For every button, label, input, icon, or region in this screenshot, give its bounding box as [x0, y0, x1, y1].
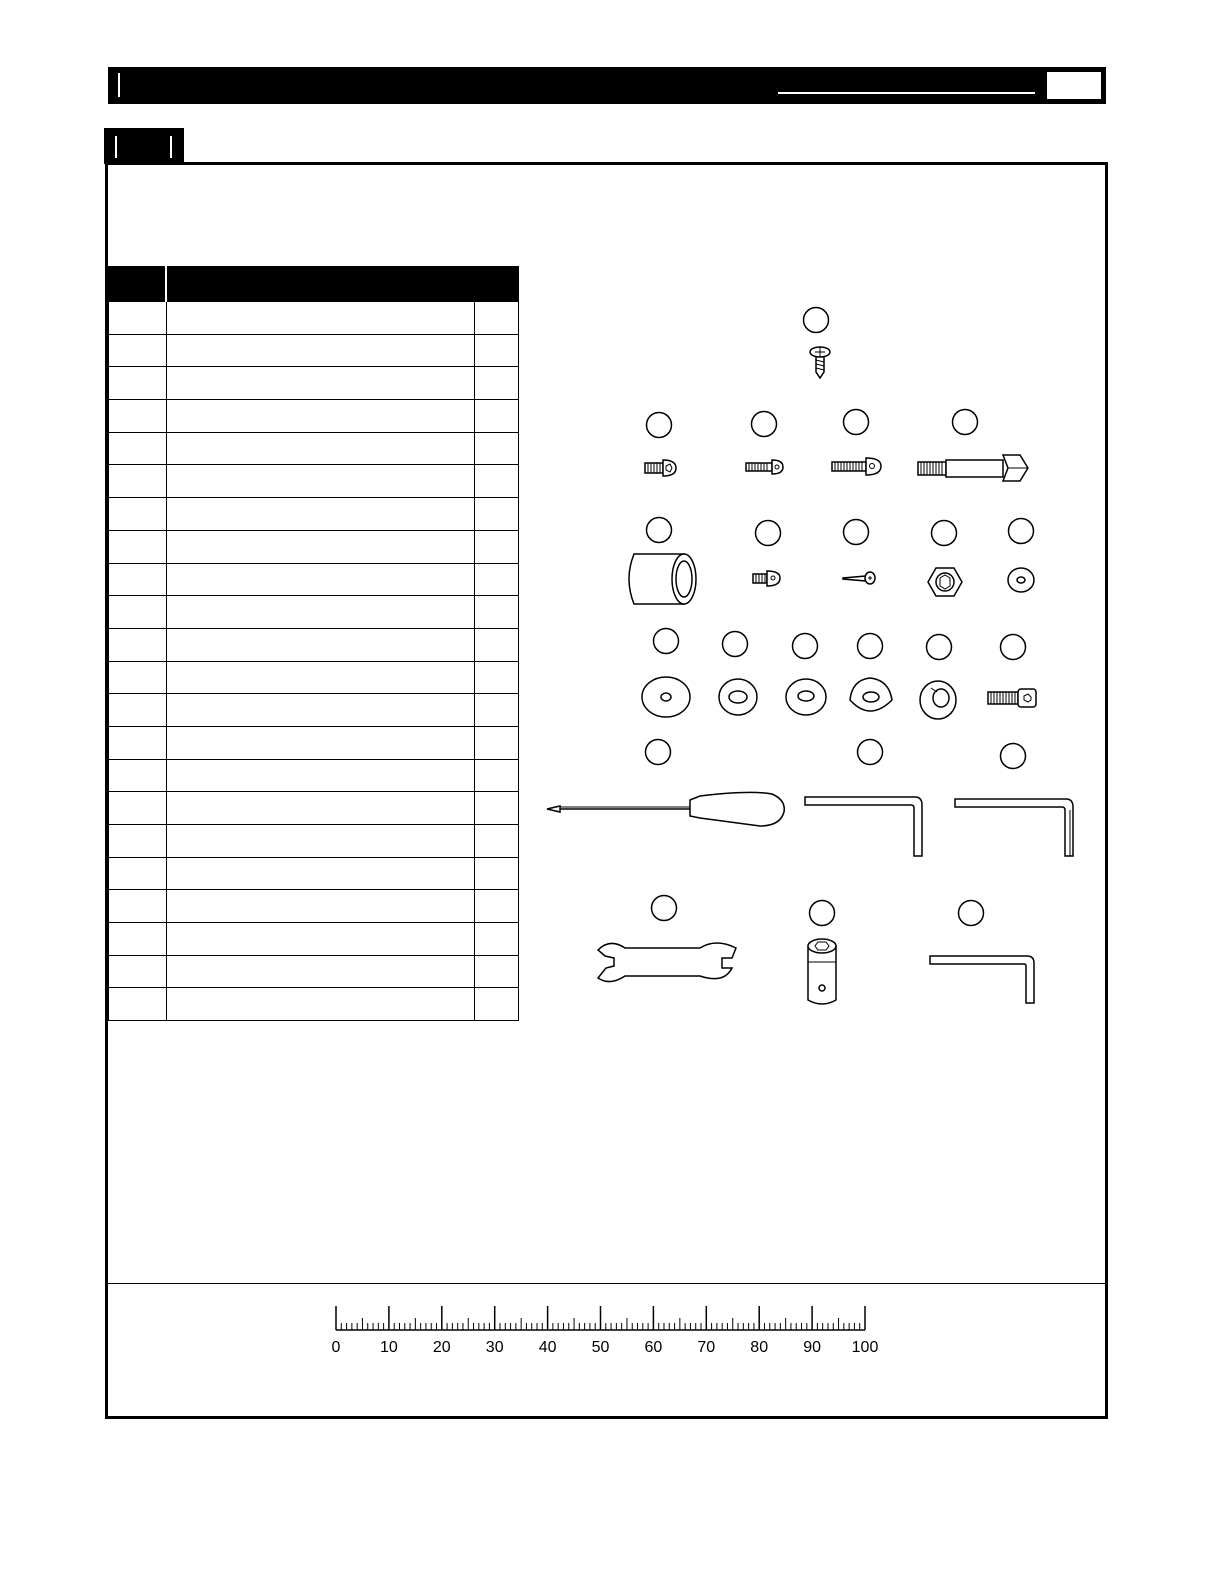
part-description-cell: [166, 857, 475, 890]
table-row: [109, 367, 519, 400]
part-description-cell: [166, 530, 475, 563]
part-description-cell: [166, 825, 475, 858]
table-row: [109, 759, 519, 792]
part-description-cell: [166, 498, 475, 531]
part-description-cell: [166, 890, 475, 923]
part-number-cell: [109, 302, 167, 335]
part-number-cell: [109, 923, 167, 956]
table-row: [109, 628, 519, 661]
part-description-cell: [166, 596, 475, 629]
small-washer-icon: [1008, 519, 1034, 593]
part-quantity-cell: [475, 857, 519, 890]
part-quantity-cell: [475, 596, 519, 629]
part-quantity-cell: [475, 825, 519, 858]
part-description-cell: [166, 334, 475, 367]
part-quantity-cell: [475, 890, 519, 923]
part-description-cell: [166, 302, 475, 335]
part-number-cell: [109, 367, 167, 400]
part-quantity-cell: [475, 465, 519, 498]
part-quantity-cell: [475, 694, 519, 727]
part-number-cell: [109, 628, 167, 661]
table-row: [109, 432, 519, 465]
medium-allen-wrench-icon: [955, 744, 1073, 857]
part-number-cell: [109, 563, 167, 596]
table-row: [109, 694, 519, 727]
part-quantity-cell: [475, 628, 519, 661]
part-description-cell: [166, 400, 475, 433]
small-allen-wrench-icon: [930, 901, 1034, 1004]
ruler-tick-label: 40: [538, 1339, 557, 1356]
part-description-cell: [166, 432, 475, 465]
parts-table-header-row: [109, 267, 519, 302]
part-quantity-cell: [475, 530, 519, 563]
header-tick-mark: [118, 73, 120, 97]
part-number-cell: [109, 857, 167, 890]
table-row: [109, 955, 519, 988]
scale-divider: [108, 1283, 1105, 1284]
ruler-scale: [320, 1300, 900, 1360]
part-description-cell: [166, 988, 475, 1021]
part-quantity-cell: [475, 923, 519, 956]
section-tab-tick-right: [170, 136, 172, 158]
part-quantity-cell: [475, 726, 519, 759]
ruler-tick-label: 0: [331, 1339, 341, 1356]
part-number-cell: [109, 465, 167, 498]
part-description-cell: [166, 563, 475, 596]
part-quantity-cell: [475, 498, 519, 531]
split-lock-washer-icon: [920, 635, 956, 720]
page-number-box: [1046, 71, 1102, 100]
parts-table: [108, 266, 519, 1021]
part-quantity-cell: [475, 400, 519, 433]
hex-socket-wrench-icon: [808, 901, 836, 1005]
part-number-cell: [109, 694, 167, 727]
hex-head-axle-bolt-icon: [918, 410, 1028, 482]
part-quantity-cell: [475, 759, 519, 792]
ruler-tick-label: 60: [644, 1339, 663, 1356]
part-number-cell: [109, 759, 167, 792]
table-row: [109, 988, 519, 1021]
part-quantity-cell: [475, 367, 519, 400]
header-underline: [778, 92, 1035, 94]
part-number-cell: [109, 825, 167, 858]
part-description-cell: [166, 367, 475, 400]
table-row: [109, 661, 519, 694]
part-description-cell: [166, 726, 475, 759]
open-end-wrench-icon: [598, 896, 736, 982]
long-button-head-bolt-icon: [832, 410, 881, 476]
part-quantity-cell: [475, 661, 519, 694]
table-row: [109, 498, 519, 531]
part-number-cell: [109, 498, 167, 531]
header-description: [166, 267, 519, 302]
table-row: [109, 400, 519, 433]
part-quantity-cell: [475, 988, 519, 1021]
part-number-cell: [109, 400, 167, 433]
small-button-bolt-icon: [753, 521, 781, 587]
part-number-cell: [109, 432, 167, 465]
table-row: [109, 825, 519, 858]
table-row: [109, 334, 519, 367]
button-head-bolt-icon: [746, 412, 783, 475]
socket-cap-bolt-icon: [988, 635, 1036, 708]
ruler-tick-label: 20: [432, 1339, 451, 1356]
curved-washer-icon: [850, 634, 892, 712]
part-description-cell: [166, 661, 475, 694]
flat-washer-icon: [642, 629, 690, 718]
part-description-cell: [166, 955, 475, 988]
part-description-cell: [166, 759, 475, 792]
ruler-tick-label: 90: [803, 1339, 821, 1356]
part-quantity-cell: [475, 432, 519, 465]
part-description-cell: [166, 792, 475, 825]
large-allen-wrench-icon: [805, 740, 922, 857]
header-bar: [108, 67, 1106, 104]
part-quantity-cell: [475, 955, 519, 988]
table-row: [109, 530, 519, 563]
sleeve-bushing-icon: [629, 518, 696, 605]
thick-washer-icon: [719, 632, 757, 716]
tapping-screw-icon: [804, 308, 831, 379]
part-number-cell: [109, 334, 167, 367]
table-row: [109, 726, 519, 759]
part-number-cell: [109, 726, 167, 759]
table-row: [109, 302, 519, 335]
part-quantity-cell: [475, 792, 519, 825]
part-number-cell: [109, 988, 167, 1021]
part-number-cell: [109, 661, 167, 694]
section-tab-tick-left: [115, 136, 117, 158]
ruler-tick-label: 70: [697, 1339, 716, 1356]
part-number-cell: [109, 890, 167, 923]
ruler-tick-label: 100: [851, 1339, 879, 1356]
parts-drawing: [540, 290, 1100, 1020]
part-number-cell: [109, 530, 167, 563]
ruler-tick-label: 10: [380, 1339, 398, 1356]
table-row: [109, 792, 519, 825]
table-row: [109, 596, 519, 629]
nylon-lock-nut-icon: [928, 521, 962, 597]
section-tab: [104, 128, 184, 164]
part-quantity-cell: [475, 334, 519, 367]
part-description-cell: [166, 628, 475, 661]
ruler-tick-label: 50: [591, 1339, 610, 1356]
thin-screw-icon: [843, 520, 875, 585]
part-quantity-cell: [475, 563, 519, 596]
short-hex-bolt-icon: [645, 413, 676, 477]
table-row: [109, 923, 519, 956]
table-row: [109, 563, 519, 596]
table-row: [109, 890, 519, 923]
part-description-cell: [166, 923, 475, 956]
part-description-cell: [166, 465, 475, 498]
ruler-tick-label: 80: [750, 1339, 769, 1356]
ruler-tick-label: 30: [485, 1339, 504, 1356]
part-description-cell: [166, 694, 475, 727]
ruler-svg: [320, 1300, 900, 1360]
header-no: [109, 267, 167, 302]
part-number-cell: [109, 596, 167, 629]
part-number-cell: [109, 955, 167, 988]
part-number-cell: [109, 792, 167, 825]
part-quantity-cell: [475, 302, 519, 335]
phillips-screwdriver-icon: [547, 740, 784, 827]
table-row: [109, 465, 519, 498]
table-row: [109, 857, 519, 890]
wide-washer-icon: [786, 634, 826, 716]
